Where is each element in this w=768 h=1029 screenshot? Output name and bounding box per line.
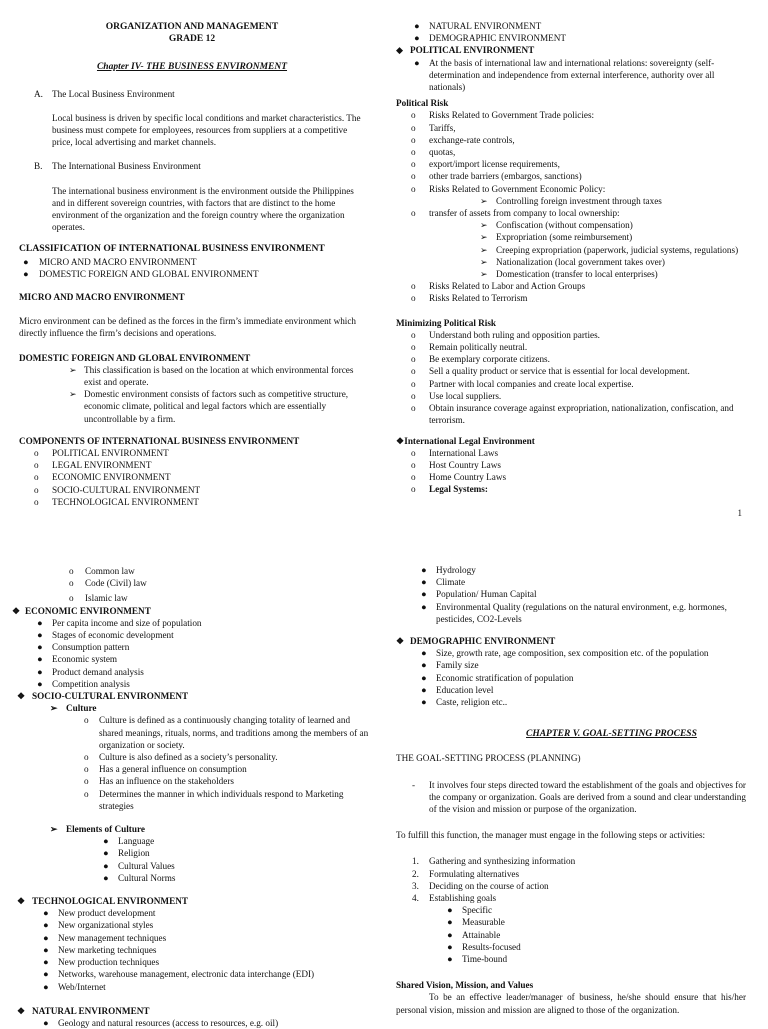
bullet-icon: ● (43, 1017, 49, 1028)
political-risk-heading: Political Risk (396, 98, 449, 109)
political-list (396, 57, 746, 94)
bullet-icon: ● (447, 954, 453, 965)
list-item: ● Population/ Human Capital (421, 589, 537, 600)
bullet-icon: ● (37, 642, 43, 653)
demographic-list (396, 647, 746, 708)
bullet-icon: ● (23, 256, 29, 267)
list-item: ● Environmental Quality (regulations on the natural environment, e.g. hormones, pesticides, CO2-Levels (421, 601, 727, 624)
bullet-icon: ● (103, 836, 109, 847)
step-number: 4. (412, 893, 419, 904)
list-item: o SOCIO-CULTURAL ENVIRONMENT (34, 484, 201, 495)
list-item: 2. Formulating alternatives (412, 868, 520, 879)
bullet-icon: ● (421, 589, 427, 600)
bullet-icon: ● (421, 684, 427, 695)
list-item: ● Religion (103, 848, 150, 859)
list-item: ● Measurable (447, 917, 505, 928)
circle-bullet-icon: o (411, 110, 416, 121)
list-item: o Risks Related to Government Trade policies: (411, 110, 595, 121)
list-item: ● Consumption pattern (37, 642, 130, 653)
list-item: o Risks Related to Terrorism (411, 293, 528, 304)
culture-heading: ➢ Culture (50, 703, 97, 714)
bullet-icon: ● (414, 57, 420, 68)
circle-bullet-icon: o (69, 578, 74, 589)
circle-bullet-icon: o (411, 459, 416, 470)
legal-heading: ❖International Legal Environment (396, 435, 535, 446)
classification-list (19, 256, 365, 280)
bullet-icon: ● (421, 565, 427, 575)
goal-setting-heading: THE GOAL-SETTING PROCESS (PLANNING) (396, 753, 581, 764)
list-item: ● Per capita income and size of population (37, 617, 202, 628)
micro-heading: MICRO AND MACRO ENVIRONMENT (19, 292, 185, 303)
list-item: ● NATURAL ENVIRONMENT (414, 21, 542, 31)
list-item: ● Economic system (37, 654, 118, 665)
bullet-icon: ● (43, 932, 49, 943)
list-item: ● Economic stratification of population (421, 672, 574, 683)
bullet-icon: ● (37, 678, 43, 689)
political-risk-list-2 (396, 207, 746, 219)
doc-grade: GRADE 12 (168, 34, 216, 45)
list-item: ● Hydrology (421, 565, 476, 575)
list-item: ● At the basis of international law and international relations: sovereignty (self-determination and independence from external interference, authority over all nationals) (414, 57, 715, 93)
circle-bullet-icon: o (34, 496, 39, 507)
arrow-bullet-icon: ➢ (69, 364, 77, 375)
circle-bullet-icon: o (69, 566, 74, 576)
list-item: o Code (Civil) law (69, 578, 147, 589)
bullet-icon: ● (37, 630, 43, 641)
circle-bullet-icon: o (411, 134, 416, 145)
technological-list (12, 907, 372, 992)
list-item: ● Cultural Norms (103, 872, 176, 883)
bullet-icon: ● (421, 672, 427, 683)
arrow-bullet-icon: ➢ (480, 256, 488, 267)
list-item: 4. Establishing goals (412, 893, 497, 904)
elements-of-culture-heading: ➢ Elements of Culture (50, 824, 145, 835)
list-item: ● MICRO AND MACRO ENVIRONMENT (23, 256, 197, 267)
circle-bullet-icon: o (411, 208, 416, 219)
arrow-bullet-icon: ➢ (480, 220, 488, 231)
bullet-icon: ● (37, 617, 43, 628)
list-item: ● Language (103, 836, 155, 847)
bullet-icon: ● (414, 33, 420, 44)
arrow-bullet-icon: ➢ (50, 824, 58, 835)
list-item: ➢ Creeping expropriation (paperwork, judicial systems, regulations) (480, 244, 739, 255)
list-item: o Home Country Laws (411, 472, 507, 483)
list-item: ➢ Domestic environment consists of factors such as competitive structure, economic climate, political and legal factors which are essentially uncontrollable by a firm. (69, 389, 349, 424)
list-item: ● Geology and natural resources (access to resources, e.g. oil) (43, 1017, 279, 1028)
bullet-icon: ● (43, 957, 49, 968)
minimizing-risk-heading: Minimizing Political Risk (396, 317, 497, 328)
bullet-icon: ● (447, 929, 453, 940)
circle-bullet-icon: o (411, 171, 416, 182)
list-item: o transfer of assets from company to local ownership: (411, 208, 620, 219)
political-risk-list (396, 109, 746, 194)
list-item: ● Stages of economic development (37, 630, 174, 641)
bullet-icon: ● (421, 648, 427, 659)
list-item: o Risks Related to Government Economic Policy: (411, 183, 606, 194)
circle-bullet-icon: o (411, 366, 416, 377)
list-item: 3. Deciding on the course of action (412, 880, 549, 891)
circle-bullet-icon: o (411, 354, 416, 365)
circle-bullet-icon: o (84, 752, 89, 763)
circle-bullet-icon: o (69, 593, 74, 604)
list-item: o Tariffs, (411, 122, 456, 133)
legal-systems-list (12, 565, 372, 605)
list-item: o export/import license requirements, (411, 159, 560, 170)
circle-bullet-icon: o (411, 281, 416, 292)
list-item: ● DEMOGRAPHIC ENVIRONMENT (414, 33, 567, 44)
list-item: ● Family size (421, 660, 479, 671)
list-item: ➢ Expropriation (some reimbursement) (480, 232, 633, 243)
bullet-icon: ● (447, 917, 453, 928)
goal-setting-text: - It involves four steps directed toward the establishment of the goals and objectives for the company or organization. Goals are derived from a sound and clear understanding of the vision and mission or purpose of the organization. (412, 779, 746, 815)
four-diamond-bullet-icon: ❖ (12, 605, 21, 616)
economic-list (12, 617, 372, 690)
arrow-bullet-icon: ➢ (69, 389, 77, 400)
list-item: o Culture is defined as a continuously changing totality of learned and shared meanings, rituals, norms, and traditions among the members of an organization or society. (84, 715, 369, 750)
list-item: ● Education level (421, 684, 494, 695)
list-item: o other trade barriers (embargos, sanctions) (411, 171, 582, 182)
list-item: o Islamic law (69, 593, 128, 604)
list-item: o Has an influence on the stakeholders (84, 776, 234, 787)
page-2-left-column (12, 556, 372, 1029)
circle-bullet-icon: o (411, 342, 416, 353)
section-a-heading (19, 88, 365, 100)
doc-title: ORGANIZATION AND MANAGEMENT (105, 22, 279, 32)
circle-bullet-icon: o (84, 788, 89, 799)
step-number: 3. (412, 880, 419, 891)
list-item: o Common law (69, 566, 135, 576)
natural-list (12, 1017, 372, 1029)
chapter-4-title: Chapter IV- THE BUSINESS ENVIRONMENT (96, 62, 288, 73)
list-item: o Be exemplary corporate citizens. (411, 354, 550, 365)
list-item: ➢ This classification is based on the location at which environmental forces exist and operate. (69, 364, 354, 388)
list-item: o Culture is also defined as a society’s personality. (84, 752, 278, 763)
list-item: ● Results-focused (447, 941, 521, 952)
legal-list (396, 447, 746, 496)
political-risk-list-3 (396, 280, 746, 304)
list-item: o Has a general influence on consumption (84, 764, 247, 775)
bullet-icon: ● (447, 941, 453, 952)
circle-bullet-icon: o (34, 448, 39, 459)
natural-list-continued (396, 564, 746, 625)
bullet-icon: ● (23, 268, 29, 279)
list-item: o ECONOMIC ENVIRONMENT (34, 472, 171, 483)
list-item: ● Web/Internet (43, 981, 106, 992)
culture-list (12, 714, 372, 812)
bullet-icon: ● (37, 666, 43, 677)
ownership-sublist (396, 219, 746, 280)
list-item: ➢ Controlling foreign investment through taxes (480, 195, 662, 206)
step-number: 2. (412, 868, 419, 879)
page-2-right-column (396, 556, 746, 1016)
circle-bullet-icon: o (411, 447, 416, 458)
bullet-icon: ● (43, 908, 49, 919)
page-2 (0, 556, 768, 1028)
circle-bullet-icon: o (84, 715, 89, 726)
circle-bullet-icon: o (84, 764, 89, 775)
domestic-heading: DOMESTIC FOREIGN AND GLOBAL ENVIRONMENT (19, 352, 251, 363)
list-item: o Use local suppliers. (411, 390, 502, 401)
arrow-bullet-icon: ➢ (50, 703, 58, 714)
list-item: ➢ Confiscation (without compensation) (480, 220, 633, 231)
list-item: ➢ Nationalization (local government takes over) (480, 256, 665, 267)
list-item: o Legal Systems: (411, 484, 488, 495)
circle-bullet-icon: o (411, 472, 416, 483)
circle-bullet-icon: o (411, 147, 416, 158)
list-item: ● Networks, warehouse management, electronic data interchange (EDI) (43, 969, 315, 980)
list-item: ● New organizational styles (43, 920, 154, 931)
bullet-icon: ● (103, 860, 109, 871)
bullet-icon: ● (421, 697, 427, 708)
circle-bullet-icon: o (411, 484, 416, 495)
section-b-heading (19, 160, 365, 172)
section-a-text: Local business is driven by specific local conditions and market characteristics. The business must compete for employees, resources from suppliers at a competitive price, local advertising and market channels. (52, 112, 361, 148)
list-item: o Understand both ruling and opposition parties. (411, 329, 600, 340)
domestic-list (19, 364, 365, 425)
components-heading: COMPONENTS OF INTERNATIONAL BUSINESS ENVIRONMENT (19, 435, 300, 446)
list-item: ● DOMESTIC FOREIGN AND GLOBAL ENVIRONMENT (23, 268, 259, 279)
list-item: o Host Country Laws (411, 459, 501, 470)
circle-bullet-icon: o (411, 390, 416, 401)
environment-list-continued (396, 20, 746, 44)
list-item: ● New management techniques (43, 932, 167, 943)
list-item: ● Climate (421, 577, 466, 588)
section-b-title: The International Business Environment (52, 161, 201, 172)
four-diamond-bullet-icon: ❖ (396, 435, 405, 446)
section-b-label: B. (34, 161, 43, 172)
list-item: o Remain politically neutral. (411, 342, 528, 353)
step-number: 1. (412, 856, 419, 867)
dash-bullet: - (412, 779, 416, 790)
circle-bullet-icon: o (411, 293, 416, 304)
page-1-right-column (396, 0, 746, 496)
page-1-left-column (19, 0, 365, 508)
goal-criteria-list (396, 904, 746, 965)
fulfill-text: To fulfill this function, the manager must engage in the following steps or activities: (396, 830, 706, 841)
shared-vision-text: To be an effective leader/manager of business, he/she should ensure that his/her personal vision, mission and mission are aligned to those of the organization. (396, 992, 746, 1015)
list-item: ● Time-bound (447, 954, 508, 965)
list-item: o exchange-rate controls, (411, 134, 515, 145)
circle-bullet-icon: o (84, 776, 89, 787)
components-list (19, 447, 365, 508)
arrow-bullet-icon: ➢ (480, 195, 488, 206)
diamond-bullet-icon: ◆ (396, 45, 404, 56)
shared-vision-heading: Shared Vision, Mission, and Values (396, 980, 534, 991)
circle-bullet-icon: o (411, 329, 416, 340)
four-diamond-bullet-icon: ❖ (396, 636, 405, 647)
bullet-icon: ● (414, 21, 420, 31)
bullet-icon: ● (447, 905, 453, 916)
arrow-bullet-icon: ➢ (480, 244, 488, 255)
list-item: ● Cultural Values (103, 860, 175, 871)
demographic-heading: ❖ DEMOGRAPHIC ENVIRONMENT (396, 636, 556, 647)
bullet-icon: ● (43, 944, 49, 955)
circle-bullet-icon: o (411, 403, 416, 414)
economic-policy-sublist (396, 195, 746, 207)
four-diamond-bullet-icon: ❖ (17, 691, 26, 702)
circle-bullet-icon: o (34, 460, 39, 471)
list-item: ● New production techniques (43, 957, 160, 968)
list-item: o TECHNOLOGICAL ENVIRONMENT (34, 496, 199, 507)
four-diamond-bullet-icon: ❖ (17, 896, 26, 907)
elements-list (12, 835, 372, 884)
list-item: o Partner with local companies and create local expertise. (411, 378, 634, 389)
arrow-bullet-icon: ➢ (480, 232, 488, 243)
bullet-icon: ● (421, 577, 427, 588)
list-item: o Determines the manner in which individuals respond to Marketing strategies (84, 788, 344, 811)
list-item: o International Laws (411, 447, 499, 458)
list-item: o POLITICAL ENVIRONMENT (34, 448, 169, 459)
circle-bullet-icon: o (411, 159, 416, 170)
bullet-icon: ● (103, 872, 109, 883)
circle-bullet-icon: o (34, 484, 39, 495)
list-item: o Sell a quality product or service that is essential for local development. (411, 366, 690, 377)
list-item: 1. Gathering and synthesizing information (412, 856, 576, 867)
arrow-bullet-icon: ➢ (480, 269, 488, 280)
bullet-icon: ● (421, 601, 427, 612)
technological-heading: ❖ TECHNOLOGICAL ENVIRONMENT (17, 896, 188, 907)
list-item: ● New product development (43, 908, 156, 919)
list-item: ● New marketing techniques (43, 944, 157, 955)
minimizing-risk-list (396, 329, 746, 427)
bullet-icon: ● (37, 654, 43, 665)
socio-cultural-heading: ❖ SOCIO-CULTURAL ENVIRONMENT (17, 691, 189, 702)
page-number: 1 (737, 508, 742, 518)
list-item: ➢ Domestication (transfer to local enterprises) (480, 269, 658, 280)
bullet-icon: ● (43, 920, 49, 931)
political-heading: ◆ POLITICAL ENVIRONMENT (396, 45, 535, 56)
list-item: o Obtain insurance coverage against expropriation, nationalization, confiscation, and terrorism. (411, 403, 734, 426)
bullet-icon: ● (43, 969, 49, 980)
natural-heading: ❖ NATURAL ENVIRONMENT (17, 1005, 150, 1016)
list-item: ● Attainable (447, 929, 501, 940)
section-a-label: A. (34, 88, 43, 99)
list-item: ● Specific (447, 905, 493, 916)
list-item: o quotas, (411, 147, 456, 158)
classification-heading: CLASSIFICATION OF INTERNATIONAL BUSINESS ENVIRONMENT (19, 243, 325, 255)
list-item: o LEGAL ENVIRONMENT (34, 460, 152, 471)
chapter-5-title: CHAPTER V. GOAL-SETTING PROCESS (526, 729, 697, 740)
four-diamond-bullet-icon: ❖ (17, 1005, 26, 1016)
circle-bullet-icon: o (411, 378, 416, 389)
circle-bullet-icon: o (34, 472, 39, 483)
economic-heading: ❖ ECONOMIC ENVIRONMENT (12, 605, 151, 616)
list-item: ● Caste, religion etc.. (421, 697, 508, 708)
steps-list (396, 855, 746, 904)
circle-bullet-icon: o (411, 183, 416, 194)
circle-bullet-icon: o (411, 122, 416, 133)
list-item: ● Competition analysis (37, 678, 130, 689)
micro-text: Micro environment can be defined as the forces in the firm’s immediate environment which directly influence the firm’s decisions and operations. (19, 316, 357, 339)
bullet-icon: ● (103, 848, 109, 859)
list-item: o Risks Related to Labor and Action Groups (411, 281, 586, 292)
list-item: ● Product demand analysis (37, 666, 144, 677)
bullet-icon: ● (43, 981, 49, 992)
section-a-title: The Local Business Environment (52, 88, 175, 99)
section-b-text: The international business environment is the environment outside the Philippines and in different sovereign countries, with factors that are distinct to the home environment of the organization and the foreign country where the organization operates. (52, 185, 354, 233)
bullet-icon: ● (421, 660, 427, 671)
list-item: ● Size, growth rate, age composition, sex composition etc. of the population (421, 648, 709, 659)
